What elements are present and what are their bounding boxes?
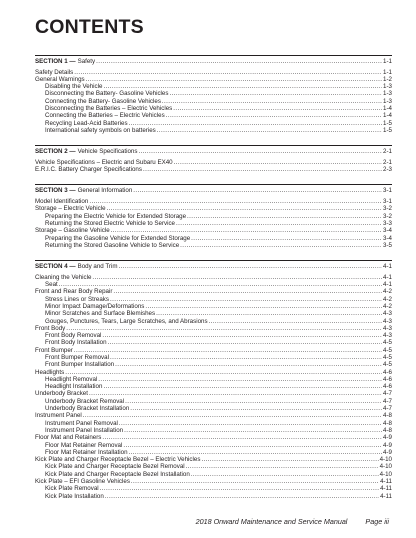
dot-leader [89, 198, 382, 205]
toc-entry[interactable] [35, 383, 392, 390]
toc-entry[interactable] [35, 235, 392, 242]
page-number: 4-7 [383, 390, 392, 398]
toc-entry[interactable] [35, 456, 392, 463]
footer-manual-title: 2018 Onward Maintenance and Service Manual [195, 517, 348, 526]
toc-entry[interactable] [35, 339, 392, 346]
entry-title: Front Bumper Removal [45, 353, 109, 361]
entry-title: Kick Plate – EFI Gasoline Vehicles [35, 478, 130, 486]
dot-leader [115, 361, 382, 368]
toc-entry[interactable] [35, 274, 392, 281]
entry-title: Headlight Removal [45, 375, 98, 383]
page-number: 4-5 [383, 353, 392, 361]
toc-entry[interactable] [35, 205, 392, 212]
dot-leader [143, 166, 382, 173]
toc-entry[interactable] [35, 83, 392, 90]
toc-entry[interactable] [35, 318, 392, 325]
dot-leader [191, 471, 379, 478]
entry-title: Returning the Stored Electric Vehicle to Service [45, 219, 176, 227]
section-number: SECTION 1 — [35, 58, 76, 65]
section-title: Safety [77, 58, 96, 65]
toc-entry[interactable] [35, 427, 392, 434]
entry-title: International safety symbols on batteries [45, 126, 156, 134]
entry-title: Disabling the Vehicle [45, 83, 103, 91]
dot-leader [186, 463, 379, 470]
dot-leader [108, 339, 382, 346]
page-number: 3-1 [383, 198, 392, 206]
toc-section-heading[interactable] [35, 148, 392, 156]
page-number: 1-5 [383, 119, 392, 127]
toc-entry[interactable] [35, 310, 392, 317]
page-number: 4-10 [379, 470, 392, 478]
entry-title: Headlights [35, 368, 65, 376]
toc-section [35, 184, 392, 249]
page-number: 1-4 [383, 105, 392, 113]
dot-leader [156, 310, 382, 317]
dot-leader [113, 288, 382, 295]
dot-leader [89, 390, 382, 397]
page-number: 4-11 [380, 478, 392, 486]
toc-entry[interactable] [35, 361, 392, 368]
section-title: Vehicle Specifications [77, 148, 138, 156]
dot-leader [187, 213, 382, 220]
entry-title: Floor Mat and Retainers [35, 434, 102, 442]
dot-leader [209, 318, 382, 325]
toc-entry[interactable] [35, 90, 392, 97]
toc-entry[interactable] [35, 198, 392, 205]
page-number: 4-9 [383, 441, 392, 449]
entry-title: Kick Plate Removal [45, 485, 99, 493]
toc-section-heading[interactable] [35, 263, 392, 271]
entry-title: Kick Plate and Charger Receptacle Bezel – Electric Vehicles [35, 456, 201, 464]
page-number: 4-10 [379, 463, 392, 471]
toc-entry[interactable] [35, 105, 392, 112]
page-number: 4-7 [383, 405, 392, 413]
dot-leader [111, 227, 382, 234]
entry-title: Stress Lines or Streaks [45, 295, 109, 303]
toc-section-heading[interactable] [35, 58, 392, 66]
toc-entry[interactable] [35, 493, 392, 500]
entry-title: Kick Plate and Charger Receptacle Bezel Installation [45, 470, 190, 478]
dot-leader [118, 263, 382, 271]
entry-title: Kick Plate Installation [45, 492, 104, 500]
entry-title: Preparing the Electric Vehicle for Extended Storage [45, 212, 187, 220]
page-number: 3-4 [383, 227, 392, 235]
dot-leader [74, 347, 382, 354]
dot-leader [74, 69, 382, 76]
entry-title: Front Bumper Installation [45, 361, 115, 369]
entry-title: Underbody Bracket Installation [45, 405, 130, 413]
page-number: 4-9 [383, 448, 392, 456]
toc-entry[interactable] [35, 442, 392, 449]
table-of-contents [35, 55, 392, 511]
dot-leader [66, 325, 382, 332]
page-number: 1-2 [383, 75, 392, 83]
entry-title: Front Bumper [35, 346, 73, 354]
page-number: 4-11 [380, 492, 392, 500]
toc-entry[interactable] [35, 463, 392, 470]
page-number: 1-3 [383, 90, 392, 98]
page-number: 4-1 [383, 273, 392, 281]
footer-page-number: Page iii [365, 517, 389, 526]
toc-entry[interactable] [35, 127, 392, 134]
toc-entry[interactable] [35, 332, 392, 339]
page-number: 4-5 [383, 339, 392, 347]
toc-entry[interactable] [35, 227, 392, 234]
dot-leader [125, 398, 382, 405]
toc-entry[interactable] [35, 376, 392, 383]
toc-entry[interactable] [35, 220, 392, 227]
toc-entry[interactable] [35, 369, 392, 376]
dot-leader [157, 127, 382, 134]
toc-entry[interactable] [35, 398, 392, 405]
toc-entry[interactable] [35, 69, 392, 76]
toc-entry[interactable] [35, 420, 392, 427]
section-title: General Information [77, 187, 133, 195]
toc-entry[interactable] [35, 76, 392, 83]
toc-entry[interactable] [35, 112, 392, 119]
page-number: 4-2 [383, 302, 392, 310]
dot-leader [130, 405, 382, 412]
dot-leader [201, 456, 378, 463]
page-footer [196, 517, 389, 526]
entry-title: Preparing the Gasoline Vehicle for Extended Storage [45, 234, 191, 242]
dot-leader [174, 159, 382, 166]
dot-leader [123, 442, 382, 449]
page-number: 4-7 [383, 397, 392, 405]
entry-title: Safety Details [35, 68, 74, 76]
page-number: 3-5 [383, 241, 392, 249]
dot-leader [110, 296, 382, 303]
page-number: 3-3 [383, 219, 392, 227]
toc-entry[interactable] [35, 242, 392, 249]
dot-leader [83, 412, 382, 419]
dot-leader [86, 76, 382, 83]
dot-leader [129, 120, 383, 127]
toc-entry[interactable] [35, 303, 392, 310]
dot-leader [65, 369, 382, 376]
entry-title: Floor Mat Retainer Removal [45, 441, 123, 449]
page-number: 4-1 [383, 263, 392, 271]
toc-entry[interactable] [35, 449, 392, 456]
toc-entry[interactable] [35, 281, 392, 288]
toc-entry[interactable] [35, 405, 392, 412]
entry-title: Disconnecting the Battery- Gasoline Vehicles [45, 90, 169, 98]
entry-title: Front Body [35, 324, 66, 332]
dot-leader [119, 420, 382, 427]
toc-section [35, 260, 392, 500]
dot-leader [166, 112, 382, 119]
page-number: 3-1 [383, 187, 392, 195]
page-number: 4-3 [383, 317, 392, 325]
page-number: 1-5 [383, 126, 392, 134]
page-number: 4-5 [383, 346, 392, 354]
entry-title: General Warnings [35, 75, 85, 83]
dot-leader [133, 187, 382, 195]
entry-title: Seat [45, 281, 58, 289]
dot-leader [138, 148, 382, 156]
entry-title: Instrument Panel Removal [45, 419, 118, 427]
dot-leader [162, 98, 382, 105]
dot-leader [131, 478, 379, 485]
entry-title: E.R.I.C. Battery Charger Specifications [35, 166, 142, 174]
page-number: 1-1 [383, 58, 392, 65]
dot-leader [103, 383, 382, 390]
dot-leader [180, 242, 382, 249]
entry-title: Disconnecting the Batteries – Electric Vehicles [45, 105, 173, 113]
dot-leader [100, 485, 379, 492]
toc-entry[interactable] [35, 159, 392, 166]
page-number: 2-1 [383, 158, 392, 166]
page-number: 4-3 [383, 324, 392, 332]
page-number: 4-10 [379, 456, 392, 464]
dot-leader [129, 449, 383, 456]
entry-title: Model Identification [35, 198, 89, 206]
page-number: 1-1 [383, 68, 392, 76]
entry-title: Front Body Installation [45, 339, 107, 347]
toc-entry[interactable] [35, 296, 392, 303]
page-number: 4-11 [380, 485, 392, 493]
entry-title: Connecting the Batteries – Electric Vehicles [45, 112, 165, 120]
toc-entry[interactable] [35, 434, 392, 441]
page-number: 4-9 [383, 434, 392, 442]
toc-section [35, 55, 392, 134]
entry-title: Connecting the Battery- Gasoline Vehicles [45, 97, 161, 105]
dot-leader [92, 274, 382, 281]
entry-title: Storage – Gasoline Vehicle [35, 227, 110, 235]
toc-entry[interactable] [35, 347, 392, 354]
dot-leader [98, 376, 382, 383]
page-number: 4-8 [383, 426, 392, 434]
entry-title: Returning the Stored Gasoline Vehicle to Service [45, 241, 180, 249]
entry-title: Underbody Bracket [35, 390, 88, 398]
section-title: Body and Trim [77, 263, 118, 271]
toc-entry[interactable] [35, 120, 392, 127]
dot-leader [59, 281, 382, 288]
dot-leader [102, 332, 382, 339]
page-number: 3-2 [383, 212, 392, 220]
entry-title: Front and Rear Body Repair [35, 288, 113, 296]
entry-title: Vehicle Specifications – Electric and Subaru EX40 [35, 158, 173, 166]
section-number: SECTION 4 — [35, 263, 76, 271]
page-number: 4-6 [383, 368, 392, 376]
toc-entry[interactable] [35, 471, 392, 478]
toc-entry[interactable] [35, 288, 392, 295]
page-number: 4-3 [383, 310, 392, 318]
page-number: 4-2 [383, 288, 392, 296]
entry-title: Instrument Panel [35, 412, 82, 420]
entry-title: Minor Scratches and Surface Blemishes [45, 310, 156, 318]
toc-entry[interactable] [35, 98, 392, 105]
dot-leader [124, 427, 382, 434]
dot-leader [176, 220, 382, 227]
dot-leader [107, 205, 383, 212]
toc-section [35, 145, 392, 173]
section-number: SECTION 2 — [35, 148, 76, 156]
dot-leader [103, 83, 382, 90]
entry-title: Kick Plate and Charger Receptacle Bezel Removal [45, 463, 185, 471]
page-number: 1-4 [383, 112, 392, 120]
toc-entry[interactable] [35, 354, 392, 361]
page-number: 1-3 [383, 97, 392, 105]
entry-title: Minor Impact Damage/Deformations [45, 302, 145, 310]
toc-entry[interactable] [35, 390, 392, 397]
page-number: 4-8 [383, 412, 392, 420]
page-number: 4-6 [383, 375, 392, 383]
dot-leader [169, 90, 382, 97]
entry-title: Headlight Installation [45, 383, 103, 391]
page-number: 4-6 [383, 383, 392, 391]
entry-title: Instrument Panel Installation [45, 426, 124, 434]
entry-title: Cleaning the Vehicle [35, 273, 92, 281]
entry-title: Floor Mat Retainer Installation [45, 448, 128, 456]
dot-leader [96, 58, 382, 66]
page-number: 4-8 [383, 419, 392, 427]
toc-entry[interactable] [35, 485, 392, 492]
dot-leader [191, 235, 382, 242]
entry-title: Front Body Removal [45, 332, 102, 340]
page-number: 1-3 [383, 83, 392, 91]
page-number: 4-2 [383, 295, 392, 303]
dot-leader [110, 354, 382, 361]
page-number: 2-1 [383, 148, 392, 156]
entry-title: Recycling Lead-Acid Batteries [45, 119, 128, 127]
toc-entry[interactable] [35, 412, 392, 419]
toc-entry[interactable] [35, 213, 392, 220]
dot-leader [105, 493, 379, 500]
page-number: 3-2 [383, 205, 392, 213]
dot-leader [102, 434, 382, 441]
dot-leader [173, 105, 382, 112]
toc-entry[interactable] [35, 325, 392, 332]
entry-title: Storage – Electric Vehicle [35, 205, 106, 213]
page-number: 3-4 [383, 234, 392, 242]
section-number: SECTION 3 — [35, 187, 76, 195]
page-number: 4-1 [383, 281, 392, 289]
page-number: 4-3 [383, 332, 392, 340]
page-title: CONTENTS [35, 16, 144, 38]
page-number: 4-5 [383, 361, 392, 369]
toc-entry[interactable] [35, 478, 392, 485]
entry-title: Gouges, Punctures, Tears, Large Scratches, and Abrasions [45, 317, 208, 325]
page-number: 2-3 [383, 166, 392, 174]
toc-entry[interactable] [35, 166, 392, 173]
entry-title: Underbody Bracket Removal [45, 397, 125, 405]
toc-section-heading[interactable] [35, 187, 392, 195]
dot-leader [145, 303, 382, 310]
